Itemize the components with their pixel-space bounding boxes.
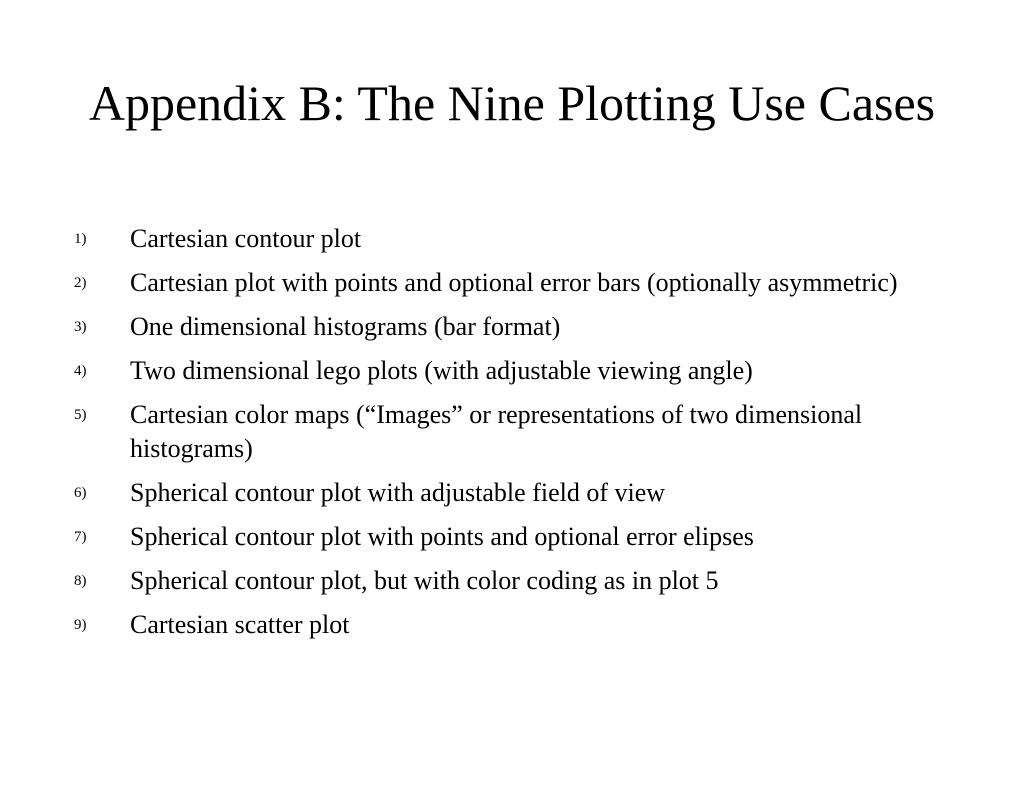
list-item-number: 9) [74,617,87,633]
list-item-text: Spherical contour plot with adjustable field of view [130,478,666,507]
slide-title: Appendix B: The Nine Plotting Use Cases [88,75,936,131]
list-item [74,520,954,554]
list-item-number: 2) [74,275,87,291]
list-item-number: 1) [74,231,87,247]
list-item [74,608,954,642]
list-item-number: 7) [74,529,87,545]
list-item-number: 6) [74,485,87,501]
list-item-number: 8) [74,573,87,589]
use-case-list [74,222,954,652]
list-item-text: Two dimensional lego plots (with adjustable viewing angle) [130,356,753,385]
list-item [74,564,954,598]
list-item-number: 5) [74,407,87,423]
list-item-number: 3) [74,319,87,335]
list-item-text: Spherical contour plot, but with color coding as in plot 5 [130,566,719,595]
list-item-text: One dimensional histograms (bar format) [130,312,561,341]
list-item-text: Spherical contour plot with points and optional error elipses [130,522,754,551]
list-item-text: Cartesian plot with points and optional error bars (optionally asymmetric) [130,268,898,297]
list-item-text: Cartesian contour plot [130,224,362,253]
list-item-number: 4) [74,363,87,379]
list-item [74,354,954,388]
list-item [74,476,954,510]
list-item-text: Cartesian color maps (“Images” or representations of two dimensional histograms) [130,400,863,463]
list-item [74,398,954,466]
list-item [74,310,954,344]
list-item-text: Cartesian scatter plot [130,610,350,639]
list-item [74,222,954,256]
list-item [74,266,954,300]
